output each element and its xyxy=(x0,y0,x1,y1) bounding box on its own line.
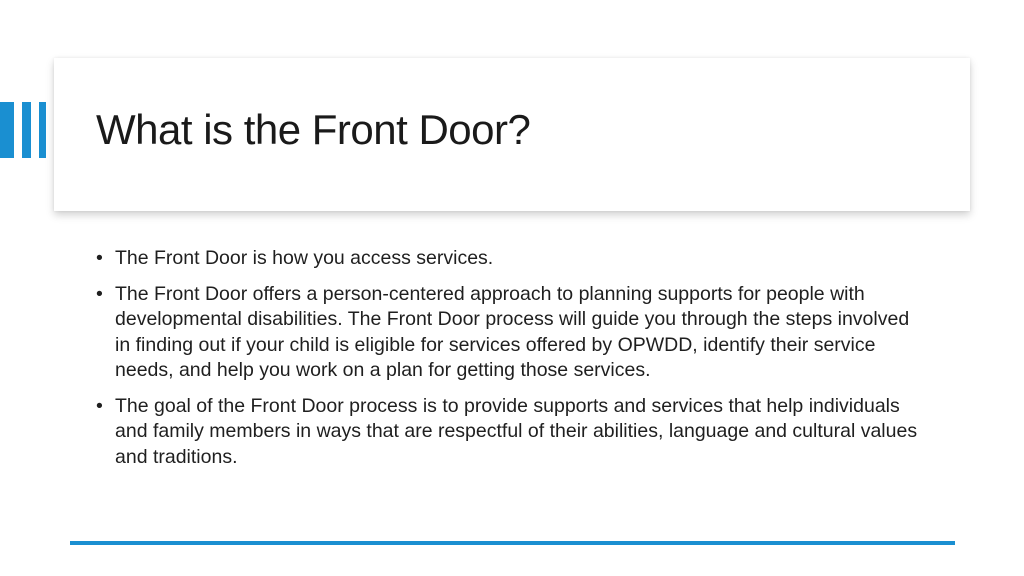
bullet-item xyxy=(96,246,926,272)
bottom-divider xyxy=(70,541,955,545)
slide-title: What is the Front Door? xyxy=(96,106,531,153)
bullet-text: The goal of the Front Door process is to provide supports and services that help individuals and family members in ways that are respectful of their abilities, language and cultural values and traditions. xyxy=(115,394,918,468)
bullet-icon: • xyxy=(96,394,103,417)
bullet-text: The Front Door offers a person-centered approach to planning supports for people with developmental disabilities. The Front Door process will guide you through the steps involved in finding out if your child is eligible for services offered by OPWDD, identify their service needs, and help you work on a plan for getting those services. xyxy=(115,282,910,381)
bullet-list xyxy=(96,246,926,480)
accent-bar xyxy=(22,102,31,158)
bullet-text: The Front Door is how you access services. xyxy=(115,247,494,269)
accent-bar xyxy=(39,102,46,158)
bullet-item xyxy=(96,394,926,471)
bullet-icon: • xyxy=(96,282,103,305)
accent-bar xyxy=(0,102,14,158)
bullet-icon: • xyxy=(96,247,103,269)
bullet-item xyxy=(96,282,926,384)
